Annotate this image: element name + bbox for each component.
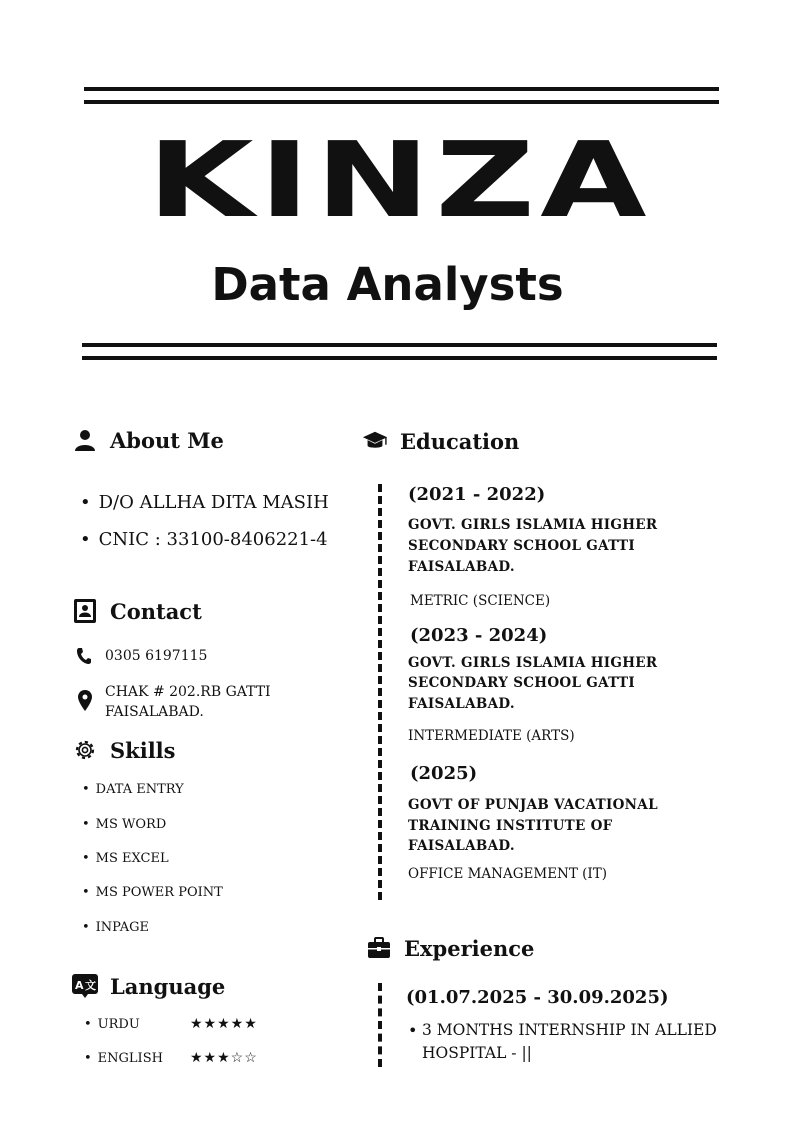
- location-pin-icon: [78, 690, 92, 716]
- skill-item: • INPAGE: [82, 920, 149, 935]
- experience-heading: [366, 935, 534, 961]
- svg-text:文: 文: [85, 979, 96, 992]
- skill-item: • MS POWER POINT: [82, 885, 223, 900]
- experience-description-line: HOSPITAL - ||: [422, 1044, 532, 1062]
- experience-heading-text: Experience: [404, 935, 535, 961]
- education-years: (2021 - 2022): [408, 484, 546, 505]
- experience-period: (01.07.2025 - 30.09.2025): [406, 987, 669, 1008]
- skill-item: • MS EXCEL: [82, 851, 169, 866]
- bottom-rule-2: [82, 356, 717, 360]
- education-years: (2023 - 2024): [410, 625, 548, 646]
- education-institution-line: TRAINING INSTITUTE OF: [408, 818, 613, 834]
- contact-address-line2: FAISALABAD.: [105, 704, 204, 720]
- briefcase-icon: [366, 935, 392, 961]
- experience-timeline-line: [378, 983, 382, 1067]
- language-name: • ENGLISH: [84, 1051, 163, 1066]
- candidate-name: KINZA: [147, 119, 652, 241]
- top-rule-1: [84, 87, 719, 91]
- experience-bullet: •: [408, 1021, 418, 1040]
- translate-icon: [72, 973, 98, 999]
- education-timeline-line: [378, 484, 382, 900]
- education-institution-line: FAISALABAD.: [408, 559, 515, 575]
- skills-heading: [72, 737, 175, 763]
- about-item: • D/O ALLHA DITA MASIH: [80, 492, 329, 513]
- contact-book-icon: [72, 598, 98, 624]
- education-institution-line: GOVT. GIRLS ISLAMIA HIGHER: [408, 655, 658, 671]
- education-degree: INTERMEDIATE (ARTS): [408, 728, 575, 744]
- about-heading: [72, 427, 224, 453]
- gear-icon: [72, 737, 98, 763]
- skill-item: • DATA ENTRY: [82, 782, 184, 797]
- contact-address-line1: CHAK # 202.RB GATTI: [105, 684, 271, 700]
- about-item: • CNIC : 33100-8406221-4: [80, 529, 328, 550]
- language-name: • URDU: [84, 1017, 140, 1032]
- job-title: Data Analysts: [211, 258, 564, 311]
- skills-heading-text: Skills: [110, 737, 176, 763]
- education-institution-line: SECONDARY SCHOOL GATTI: [408, 538, 635, 554]
- education-years: (2025): [410, 763, 478, 784]
- contact-heading-text: Contact: [110, 598, 202, 624]
- contact-heading: [72, 598, 202, 624]
- education-degree: METRIC (SCIENCE): [410, 593, 551, 609]
- education-institution-line: FAISALABAD.: [408, 838, 515, 854]
- phone-icon: [76, 647, 92, 669]
- experience-description-line: 3 MONTHS INTERNSHIP IN ALLIED: [422, 1021, 717, 1039]
- person-icon: [72, 427, 98, 453]
- education-institution-line: GOVT OF PUNJAB VACATIONAL: [408, 797, 658, 813]
- skill-item: • MS WORD: [82, 817, 166, 832]
- language-heading: [72, 973, 225, 999]
- graduation-cap-icon: [362, 428, 388, 454]
- education-degree: OFFICE MANAGEMENT (IT): [408, 866, 608, 882]
- education-institution-line: GOVT. GIRLS ISLAMIA HIGHER: [408, 517, 658, 533]
- education-heading: [362, 428, 519, 454]
- contact-phone: 0305 6197115: [105, 648, 208, 664]
- education-heading-text: Education: [400, 428, 520, 454]
- bottom-rule-1: [82, 343, 717, 347]
- about-heading-text: About Me: [110, 427, 224, 453]
- top-rule-2: [84, 100, 719, 104]
- language-rating-stars: ★★★★★: [190, 1016, 258, 1032]
- language-heading-text: Language: [110, 973, 226, 999]
- education-institution-line: FAISALABAD.: [408, 696, 515, 712]
- language-rating-stars: ★★★☆☆: [190, 1050, 258, 1066]
- education-institution-line: SECONDARY SCHOOL GATTI: [408, 675, 635, 691]
- svg-text:A: A: [75, 979, 84, 992]
